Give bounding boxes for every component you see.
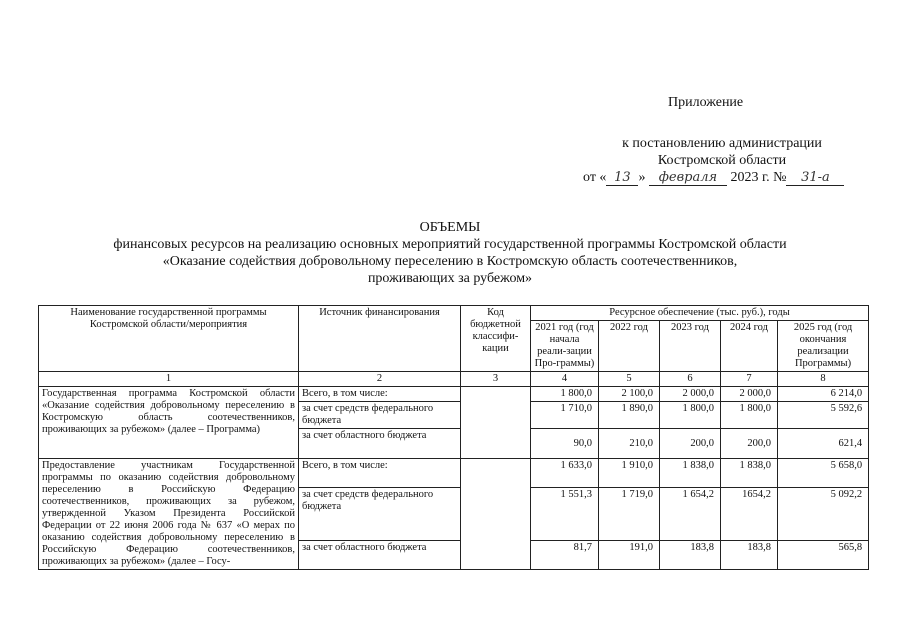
title-line-3: «Оказание содействия добровольному переселению в Костромскую область соотечественников, bbox=[162, 254, 738, 269]
budget-code-cell bbox=[461, 459, 531, 570]
year-header: 2021 год (год начала реали-зации Про-граммы) bbox=[531, 321, 599, 372]
value-cell: 1 710,0 bbox=[531, 402, 599, 429]
handwritten-day: 13 bbox=[606, 170, 638, 186]
value-cell: 1 654,2 bbox=[660, 488, 721, 541]
value-cell: 210,0 bbox=[599, 429, 660, 459]
value-cell: 1 910,0 bbox=[599, 459, 660, 488]
decree-date-line bbox=[583, 170, 844, 186]
year-header: 2024 год bbox=[721, 321, 778, 372]
col-name-header: Наименование государственной программы Костромской области/мероприятия bbox=[39, 306, 299, 372]
appendix-label: Приложение bbox=[668, 95, 744, 110]
decree-line-1: к постановлению администрации bbox=[622, 136, 822, 151]
column-number-row bbox=[39, 372, 869, 387]
column-number: 3 bbox=[461, 372, 531, 387]
value-cell: 2 000,0 bbox=[660, 387, 721, 402]
value-cell: 1 719,0 bbox=[599, 488, 660, 541]
source-cell: за счет средств федерального бюджета bbox=[299, 402, 461, 429]
value-cell: 1 838,0 bbox=[660, 459, 721, 488]
value-cell: 5 658,0 bbox=[778, 459, 869, 488]
value-cell: 191,0 bbox=[599, 540, 660, 569]
handwritten-decree-number: 31-а bbox=[786, 170, 844, 186]
value-cell: 6 214,0 bbox=[778, 387, 869, 402]
year-header: 2023 год bbox=[660, 321, 721, 372]
value-cell: 2 100,0 bbox=[599, 387, 660, 402]
source-cell: Всего, в том числе: bbox=[299, 387, 461, 402]
value-cell: 183,8 bbox=[660, 540, 721, 569]
column-number: 6 bbox=[660, 372, 721, 387]
value-cell: 5 592,6 bbox=[778, 402, 869, 429]
source-cell: за счет средств федерального бюджета bbox=[299, 488, 461, 541]
title-line-2: финансовых ресурсов на реализацию основных мероприятий государственной программы Костромской области bbox=[113, 237, 787, 252]
value-cell: 183,8 bbox=[721, 540, 778, 569]
value-cell: 200,0 bbox=[660, 429, 721, 459]
column-number: 5 bbox=[599, 372, 660, 387]
table-header-row-1 bbox=[39, 306, 869, 321]
year-header: 2022 год bbox=[599, 321, 660, 372]
activity-name-cell: Предоставление участникам Государственной программы по оказанию содействия добровольному переселению в Российскую Федерацию соотечественников, проживающих за рубежом, утвержденной Указом Президента Российской Федерации от 22 июня 2006 года № 637 «О мерах по оказанию содействия добровольному переселению в Российскую Федерацию соотечественников, проживающих за рубежом» (далее – Госу- bbox=[39, 459, 299, 570]
column-number: 7 bbox=[721, 372, 778, 387]
program-name-cell: Государственная программа Костромской области «Оказание содействия добровольному переселению в Костромскую область соотечественников, проживающих за рубежом» (далее – Программа) bbox=[39, 387, 299, 459]
handwritten-month: февраля bbox=[649, 170, 727, 186]
value-cell: 1 838,0 bbox=[721, 459, 778, 488]
value-cell: 621,4 bbox=[778, 429, 869, 459]
value-cell: 1 800,0 bbox=[531, 387, 599, 402]
table-row bbox=[39, 459, 869, 488]
col-source-header: Источник финансирования bbox=[299, 306, 461, 372]
value-cell: 565,8 bbox=[778, 540, 869, 569]
date-year: 2023 г. № bbox=[730, 170, 787, 185]
value-cell: 1 800,0 bbox=[721, 402, 778, 429]
title-line-4: проживающих за рубежом» bbox=[367, 271, 533, 286]
value-cell: 81,7 bbox=[531, 540, 599, 569]
source-cell: Всего, в том числе: bbox=[299, 459, 461, 488]
column-number: 1 bbox=[39, 372, 299, 387]
value-cell: 1 551,3 bbox=[531, 488, 599, 541]
source-cell: за счет областного бюджета bbox=[299, 540, 461, 569]
value-cell: 1 633,0 bbox=[531, 459, 599, 488]
title-line-1: ОБЪЕМЫ bbox=[419, 220, 481, 235]
source-cell: за счет областного бюджета bbox=[299, 429, 461, 459]
value-cell: 5 092,2 bbox=[778, 488, 869, 541]
column-number: 4 bbox=[531, 372, 599, 387]
value-cell: 1654,2 bbox=[721, 488, 778, 541]
col-code-header: Код бюджетной классифи-кации bbox=[461, 306, 531, 372]
table-row bbox=[39, 387, 869, 402]
column-number: 8 bbox=[778, 372, 869, 387]
column-number: 2 bbox=[299, 372, 461, 387]
value-cell: 200,0 bbox=[721, 429, 778, 459]
budget-code-cell bbox=[461, 387, 531, 459]
year-header: 2025 год (год окончания реализации Программы) bbox=[778, 321, 869, 372]
date-mid: » bbox=[638, 170, 646, 185]
document-title bbox=[60, 219, 840, 287]
value-cell: 1 890,0 bbox=[599, 402, 660, 429]
value-cell: 1 800,0 bbox=[660, 402, 721, 429]
decree-line-2: Костромской области bbox=[657, 153, 787, 168]
col-resources-header: Ресурсное обеспечение (тыс. руб.), годы bbox=[531, 306, 869, 321]
value-cell: 2 000,0 bbox=[721, 387, 778, 402]
funding-table bbox=[38, 305, 869, 570]
date-prefix: от « bbox=[583, 170, 607, 185]
value-cell: 90,0 bbox=[531, 429, 599, 459]
